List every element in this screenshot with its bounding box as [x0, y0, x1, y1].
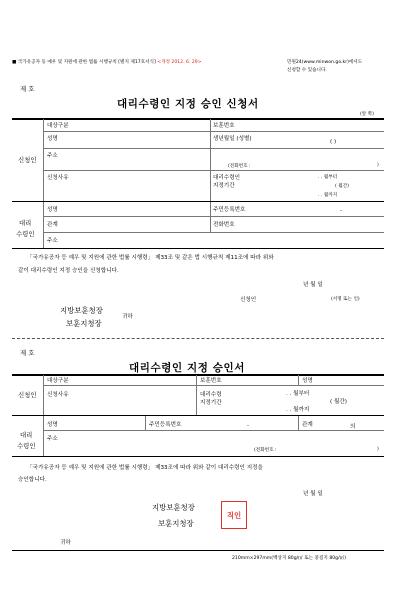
approval-statement-2: 승인합니다. [18, 477, 47, 483]
approval-proxy-address[interactable]: 주소 [47, 436, 58, 442]
proxy-resident-number-field[interactable]: 주민등록번호 [213, 207, 246, 213]
approval-period-from[interactable]: . . 월부터 [286, 391, 310, 397]
period-to[interactable]: . . 월까지 [318, 193, 338, 198]
official-seal: 직인 [221, 501, 247, 529]
signer-label: 신청인 [240, 297, 257, 303]
phone-close: ) [377, 163, 379, 168]
proxy-label-1: 대리 [19, 219, 32, 227]
approval-proxy-label-2: 수령인 [17, 442, 36, 450]
approval-relation-value: 의 [350, 424, 356, 430]
birth-field[interactable]: 생년월일 (성별) [213, 136, 252, 142]
issuer-2: 보훈지청장 [158, 519, 194, 528]
online-note-2: 신청할 수 있습니다. [287, 68, 327, 73]
proxy-phone-field[interactable]: 전화번호 [213, 222, 235, 228]
proxy-address-field[interactable]: 주소 [47, 238, 58, 244]
approval-doc-number: 제 호 [20, 349, 35, 357]
form-header [12, 59, 202, 65]
online-note-1: 민원24(www.minwon.go.kr)에서도 [287, 60, 363, 65]
approval-title: 대리수령인 지정 승인서 [129, 362, 245, 374]
approval-proxy-name[interactable]: 성명 [47, 422, 58, 428]
signer-sign[interactable]: (서명 또는 인) [331, 297, 360, 302]
revision-note: <개정 2012. 6. 29> [157, 60, 202, 65]
approval-period-duration[interactable]: ( 월간) [330, 399, 347, 405]
approval-category[interactable]: 대상구분 [47, 378, 69, 384]
statement-line-1: 「국가유공자 등 예우 및 지원에 관한 법률 시행령」 제33조 및 같은 법 시행규칙 제11조에 따라 위와 [27, 255, 274, 261]
approval-date-line[interactable]: 년 월 일 [303, 491, 323, 497]
approval-period-label-2: 지정기간 [200, 400, 222, 406]
approval-statement-1: 「국가유공자 등 예우 및 지원에 관한 법률 시행령」 제33조에 따라 위와 같이 대리수령인 지정을 [27, 465, 263, 471]
period-label-2: 지정기간 [213, 183, 235, 189]
reason-field[interactable]: 신청사유 [47, 175, 69, 181]
approval-proxy-phone[interactable]: (전화번호 : [254, 448, 277, 453]
recipient-1: 지방보훈청장 [60, 306, 103, 315]
category-field[interactable]: 대상구분 [47, 123, 69, 129]
approval-reason[interactable]: 신청사유 [47, 392, 69, 398]
approval-proxy-relation[interactable]: 관계 [302, 422, 313, 428]
table-top-border [12, 118, 384, 120]
address-field[interactable]: 주소 [47, 153, 58, 159]
approval-period-label-1: 대리수령 [200, 392, 222, 398]
date-line[interactable]: 년 월 일 [303, 282, 323, 288]
approval-resident-dash: - [247, 423, 250, 429]
cut-line [12, 338, 384, 339]
approval-phone-close: ) [377, 447, 379, 452]
recipient-suffix: 귀하 [122, 314, 133, 320]
proxy-name-field[interactable]: 성명 [47, 207, 58, 213]
period-label-1: 대리수령인 [213, 175, 241, 181]
bullet-icon: ■ [12, 60, 17, 65]
gender-paren: ( ) [330, 139, 337, 145]
side-note: (앞 쪽) [360, 112, 374, 117]
approval-veteran-number[interactable]: 보훈번호 [200, 378, 222, 384]
law-reference: 국가유공자 등 예우 및 지원에 관한 법률 시행규칙 [별지 제17호서식] [17, 60, 156, 65]
approval-recipient-suffix: 귀하 [60, 540, 71, 546]
approval-applicant-label: 신청인 [18, 391, 37, 399]
proxy-relation-field[interactable]: 관계 [47, 222, 58, 228]
statement-line-2: 같이 대리수령인 지정 승인을 신청합니다. [18, 268, 119, 274]
phone-field[interactable]: (전화번호 : [228, 164, 251, 169]
proxy-label-2: 수령인 [16, 230, 35, 238]
applicant-label: 신청인 [18, 156, 37, 164]
approval-proxy-label-1: 대리 [20, 431, 33, 439]
name-field[interactable]: 성명 [47, 136, 58, 142]
period-duration[interactable]: ( 월간) [335, 184, 349, 189]
approval-proxy-resident-number[interactable]: 주민등록번호 [149, 422, 182, 428]
page-title: 대리수령인 지정 승인 신청서 [117, 98, 259, 110]
issuer-1: 지방보훈청장 [152, 503, 195, 512]
recipient-2: 보훈지청장 [66, 319, 102, 328]
doc-number: 제 호 [20, 85, 35, 93]
approval-name[interactable]: 성명 [302, 378, 313, 384]
paper-spec: 210mm×297mm(백상지 80g/㎡ 또는 중질지 80g/㎡) [232, 556, 347, 561]
period-from[interactable]: . . 월부터 [318, 175, 338, 180]
resident-dash: - [340, 208, 343, 214]
approval-period-to[interactable]: . . 월까지 [286, 407, 310, 413]
veteran-number-field[interactable]: 보훈번호 [213, 123, 235, 129]
